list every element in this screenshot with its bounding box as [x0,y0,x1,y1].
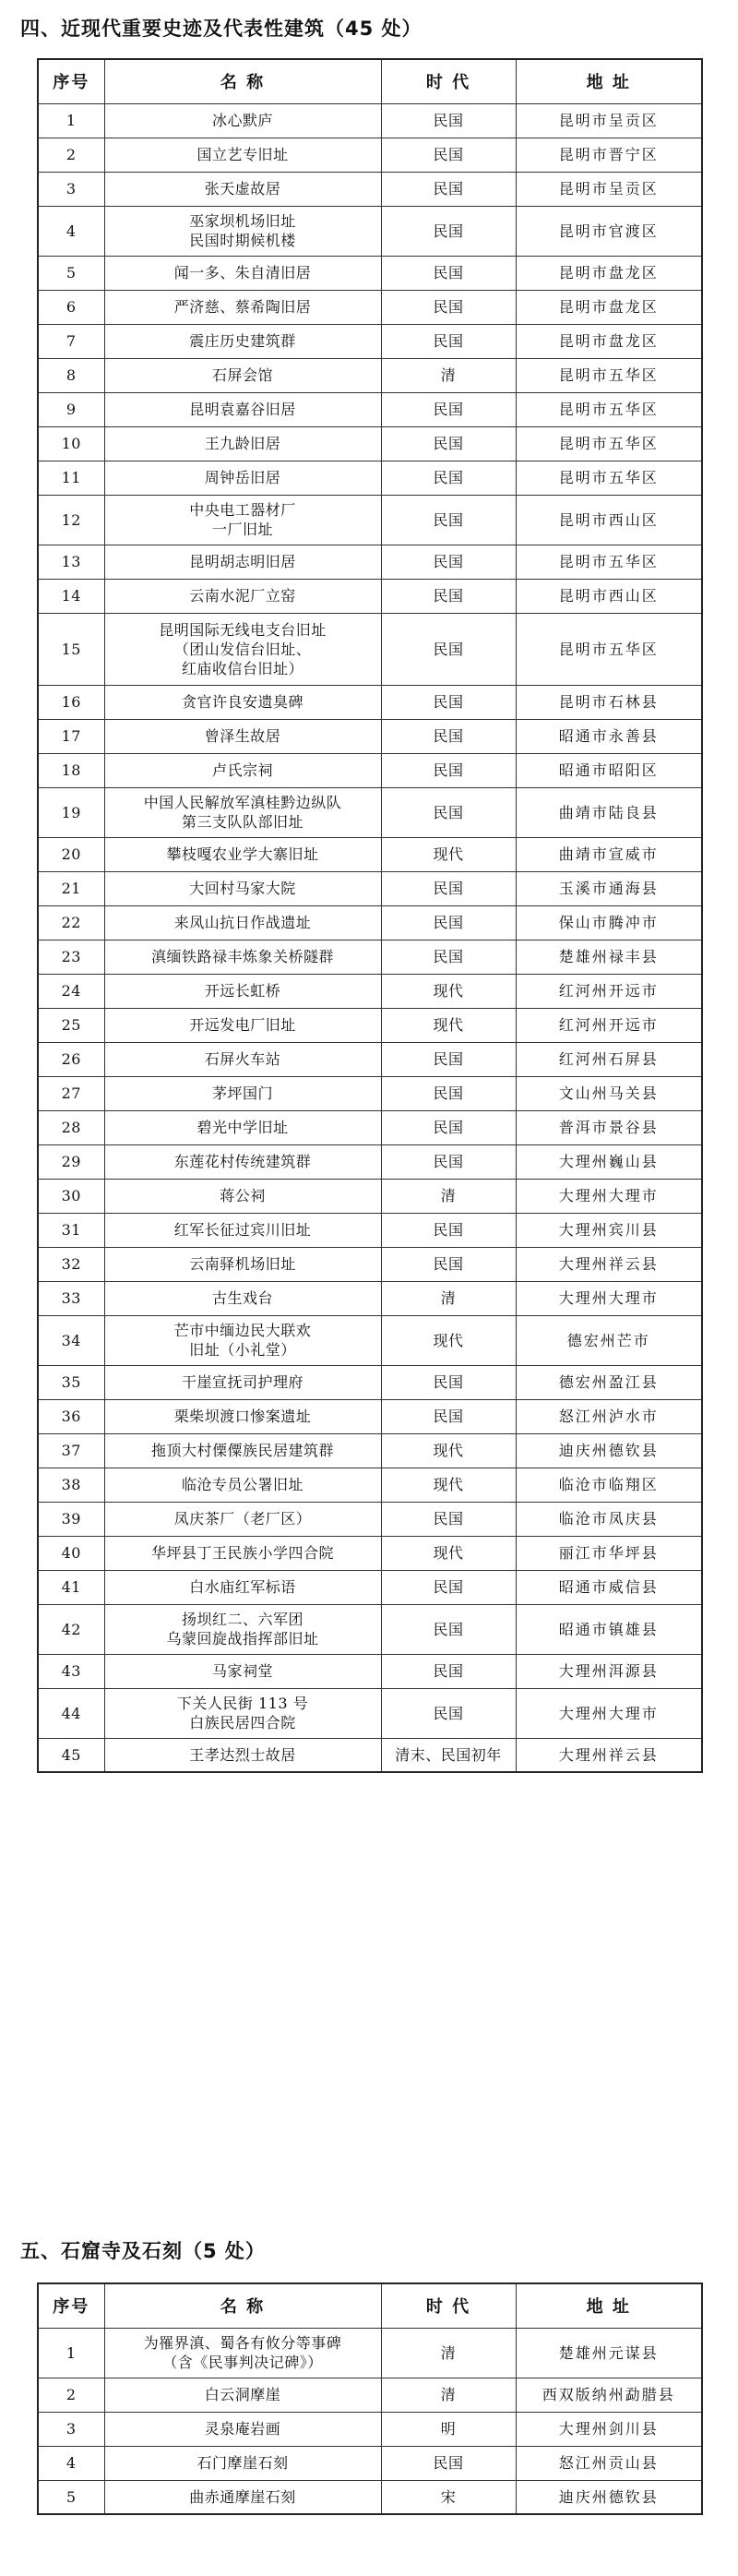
cell-address: 昆明市西山区 [516,495,702,545]
cell-no: 44 [38,1688,104,1738]
cell-name: 昆明国际无线电支台旧址 （团山发信台旧址、 红庙收信台旧址） [104,613,381,685]
cell-era: 民国 [381,613,516,685]
cell-no: 38 [38,1468,104,1502]
cell-era: 民国 [381,685,516,719]
cell-address: 怒江州贡山县 [516,2446,702,2480]
cell-no: 34 [38,1315,104,1365]
cell-name: 昆明袁嘉谷旧居 [104,392,381,426]
cell-name: 茅坪国门 [104,1076,381,1110]
cell-name: 凤庆茶厂（老厂区） [104,1502,381,1536]
table-row [38,753,702,787]
table-row [38,1468,702,1502]
cell-era: 民国 [381,871,516,905]
table-row [38,2446,702,2480]
cell-no: 11 [38,461,104,495]
cell-name: 云南驿机场旧址 [104,1247,381,1281]
cell-era: 民国 [381,1213,516,1247]
cell-era: 民国 [381,138,516,172]
table-row [38,256,702,290]
cell-era: 民国 [381,324,516,358]
cell-address: 昆明市五华区 [516,392,702,426]
cell-address: 玉溪市通海县 [516,871,702,905]
cell-no: 16 [38,685,104,719]
cell-era: 现代 [381,1536,516,1570]
cell-address: 红河州开远市 [516,974,702,1008]
cell-address: 迪庆州德钦县 [516,2480,702,2514]
cell-era: 民国 [381,719,516,753]
table-row [38,1502,702,1536]
cell-address: 临沧市临翔区 [516,1468,702,1502]
cell-name: 蒋公祠 [104,1179,381,1213]
section-5-title: 五、石窟寺及石刻（5 处） [20,2240,266,2262]
table-row [38,1213,702,1247]
cell-address: 昆明市呈贡区 [516,103,702,138]
cell-era: 清 [381,1179,516,1213]
cell-no: 1 [38,2328,104,2378]
cell-address: 丽江市华坪县 [516,1536,702,1570]
cell-name: 云南水泥厂立窑 [104,579,381,613]
cell-address: 昭通市永善县 [516,719,702,753]
table-row [38,1738,702,1772]
cell-address: 怒江州泸水市 [516,1399,702,1433]
cell-no: 41 [38,1570,104,1604]
section-4-title: 四、近现代重要史迹及代表性建筑（45 处） [20,18,423,40]
cell-address: 楚雄州元谋县 [516,2328,702,2378]
cell-address: 昆明市官渡区 [516,206,702,256]
cell-no: 32 [38,1247,104,1281]
cell-name: 曾泽生故居 [104,719,381,753]
cell-era: 民国 [381,495,516,545]
cell-no: 4 [38,2446,104,2480]
cell-name: 石屏会馆 [104,358,381,392]
table-row [38,1008,702,1042]
cell-name: 石门摩崖石刻 [104,2446,381,2480]
cell-no: 26 [38,1042,104,1076]
cell-no: 23 [38,940,104,974]
cell-era: 民国 [381,545,516,579]
cell-era: 民国 [381,1399,516,1433]
cell-name: 开远发电厂旧址 [104,1008,381,1042]
cell-era: 清 [381,358,516,392]
header-era: 时 代 [381,59,516,103]
cell-address: 曲靖市陆良县 [516,787,702,837]
cell-no: 4 [38,206,104,256]
header-name: 名 称 [104,2283,381,2328]
cell-era: 清 [381,2378,516,2412]
table-row [38,138,702,172]
cell-no: 37 [38,1433,104,1468]
cell-name: 严济慈、蔡希陶旧居 [104,290,381,324]
cell-era: 宋 [381,2480,516,2514]
cell-name: 张天虚故居 [104,172,381,206]
cell-name: 曲赤通摩崖石刻 [104,2480,381,2514]
cell-address: 昆明市五华区 [516,613,702,685]
cell-name: 东莲花村传统建筑群 [104,1144,381,1179]
table-row [38,324,702,358]
cell-address: 昆明市五华区 [516,358,702,392]
cell-address: 楚雄州禄丰县 [516,940,702,974]
table-row [38,495,702,545]
table-row [38,1247,702,1281]
cell-address: 大理州祥云县 [516,1738,702,1772]
cell-era: 民国 [381,579,516,613]
cell-address: 大理州大理市 [516,1688,702,1738]
cell-era: 民国 [381,461,516,495]
cell-address: 西双版纳州勐腊县 [516,2378,702,2412]
cell-no: 36 [38,1399,104,1433]
cell-no: 45 [38,1738,104,1772]
table-row [38,787,702,837]
cell-address: 保山市腾冲市 [516,905,702,940]
cell-no: 5 [38,256,104,290]
cell-era: 民国 [381,1570,516,1604]
cell-no: 6 [38,290,104,324]
cell-era: 民国 [381,1365,516,1399]
cell-era: 民国 [381,290,516,324]
cell-no: 30 [38,1179,104,1213]
cell-no: 5 [38,2480,104,2514]
cell-era: 民国 [381,103,516,138]
cell-era: 民国 [381,1042,516,1076]
table-row [38,2412,702,2446]
cell-no: 2 [38,2378,104,2412]
cell-address: 昭通市威信县 [516,1570,702,1604]
cell-no: 7 [38,324,104,358]
cell-name: 石屏火车站 [104,1042,381,1076]
table-row [38,613,702,685]
cell-era: 民国 [381,905,516,940]
cell-no: 3 [38,2412,104,2446]
table-row [38,1688,702,1738]
table-row [38,579,702,613]
cell-address: 大理州巍山县 [516,1144,702,1179]
cell-no: 17 [38,719,104,753]
cell-name: 滇缅铁路禄丰炼象关桥隧群 [104,940,381,974]
table-row [38,1433,702,1468]
cell-no: 42 [38,1604,104,1654]
cell-address: 迪庆州德钦县 [516,1433,702,1468]
cell-name: 国立艺专旧址 [104,138,381,172]
cell-name: 为罹界滇、蜀各有攸分等事碑 （含《民事判决记碑》） [104,2328,381,2378]
cell-era: 现代 [381,974,516,1008]
cell-address: 文山州马关县 [516,1076,702,1110]
cell-name: 扬坝红二、六军团 乌蒙回旋战指挥部旧址 [104,1604,381,1654]
cell-name: 栗柴坝渡口惨案遗址 [104,1399,381,1433]
table-row [38,103,702,138]
cell-era: 民国 [381,392,516,426]
cell-address: 德宏州芒市 [516,1315,702,1365]
cell-era: 民国 [381,1247,516,1281]
cell-no: 31 [38,1213,104,1247]
cell-address: 曲靖市宣威市 [516,837,702,871]
cell-address: 昭通市镇雄县 [516,1604,702,1654]
cell-name: 中国人民解放军滇桂黔边纵队 第三支队队部旧址 [104,787,381,837]
table-row [38,1399,702,1433]
cell-address: 大理州剑川县 [516,2412,702,2446]
cell-era: 民国 [381,1604,516,1654]
cell-name: 闻一多、朱自清旧居 [104,256,381,290]
cell-address: 临沧市凤庆县 [516,1502,702,1536]
table-row [38,461,702,495]
cell-name: 干崖宣抚司护理府 [104,1365,381,1399]
cell-no: 14 [38,579,104,613]
cell-no: 29 [38,1144,104,1179]
table-row [38,172,702,206]
table-header-row [38,2283,702,2328]
cell-no: 25 [38,1008,104,1042]
cell-name: 王孝达烈士故居 [104,1738,381,1772]
table-row [38,685,702,719]
cell-era: 现代 [381,1433,516,1468]
cell-address: 昆明市石林县 [516,685,702,719]
table-row [38,837,702,871]
cell-address: 昆明市五华区 [516,461,702,495]
cell-no: 2 [38,138,104,172]
cell-no: 20 [38,837,104,871]
cell-name: 攀枝嘎农业学大寨旧址 [104,837,381,871]
cell-address: 红河州开远市 [516,1008,702,1042]
cell-no: 21 [38,871,104,905]
cell-era: 民国 [381,206,516,256]
cell-era: 明 [381,2412,516,2446]
cell-address: 大理州大理市 [516,1179,702,1213]
cell-no: 22 [38,905,104,940]
cell-no: 39 [38,1502,104,1536]
header-no: 序号 [38,59,104,103]
cell-name: 拖顶大村傈僳族民居建筑群 [104,1433,381,1468]
cell-address: 大理州洱源县 [516,1654,702,1688]
cell-no: 35 [38,1365,104,1399]
cell-address: 昭通市昭阳区 [516,753,702,787]
cell-address: 红河州石屏县 [516,1042,702,1076]
cell-era: 现代 [381,1315,516,1365]
cell-name: 白水庙红军标语 [104,1570,381,1604]
cell-name: 马家祠堂 [104,1654,381,1688]
historic-sites-table [37,58,703,1773]
cell-name: 大回村马家大院 [104,871,381,905]
cell-name: 碧光中学旧址 [104,1110,381,1144]
cell-name: 临沧专员公署旧址 [104,1468,381,1502]
table-row [38,1604,702,1654]
cell-address: 昆明市五华区 [516,545,702,579]
cell-no: 43 [38,1654,104,1688]
cell-address: 普洱市景谷县 [516,1110,702,1144]
cell-no: 13 [38,545,104,579]
cell-era: 现代 [381,1468,516,1502]
cell-name: 昆明胡志明旧居 [104,545,381,579]
table-row [38,545,702,579]
cell-no: 15 [38,613,104,685]
table-row [38,1144,702,1179]
cell-name: 震庄历史建筑群 [104,324,381,358]
cell-address: 昆明市盘龙区 [516,256,702,290]
cell-era: 现代 [381,1008,516,1042]
cell-address: 昆明市呈贡区 [516,172,702,206]
table-row [38,358,702,392]
cell-era: 清末、民国初年 [381,1738,516,1772]
cell-address: 大理州宾川县 [516,1213,702,1247]
cell-no: 8 [38,358,104,392]
cell-no: 40 [38,1536,104,1570]
cell-name: 下关人民街 113 号 白族民居四合院 [104,1688,381,1738]
cell-era: 民国 [381,172,516,206]
table-row [38,940,702,974]
table-row [38,2480,702,2514]
table-row [38,974,702,1008]
table-row [38,905,702,940]
table-row [38,290,702,324]
cell-era: 民国 [381,1144,516,1179]
cell-era: 民国 [381,787,516,837]
cell-name: 冰心默庐 [104,103,381,138]
table-row [38,206,702,256]
table-header-row [38,59,702,103]
table-row [38,2328,702,2378]
cell-era: 民国 [381,256,516,290]
cell-no: 19 [38,787,104,837]
cell-no: 10 [38,426,104,461]
stone-carvings-table [37,2282,703,2515]
cell-name: 红军长征过宾川旧址 [104,1213,381,1247]
table-row [38,719,702,753]
table-row [38,1179,702,1213]
cell-name: 开远长虹桥 [104,974,381,1008]
cell-name: 王九龄旧居 [104,426,381,461]
cell-no: 28 [38,1110,104,1144]
table-row [38,426,702,461]
table-row [38,1536,702,1570]
header-address: 地 址 [516,59,702,103]
cell-name: 华坪县丁王民族小学四合院 [104,1536,381,1570]
table-row [38,1315,702,1365]
cell-era: 民国 [381,426,516,461]
cell-no: 18 [38,753,104,787]
cell-name: 白云洞摩崖 [104,2378,381,2412]
cell-era: 现代 [381,837,516,871]
header-name: 名 称 [104,59,381,103]
table-row [38,871,702,905]
table-row [38,2378,702,2412]
cell-address: 大理州祥云县 [516,1247,702,1281]
table-row [38,1281,702,1315]
cell-address: 昆明市盘龙区 [516,290,702,324]
cell-era: 民国 [381,1110,516,1144]
table-row [38,1365,702,1399]
cell-era: 民国 [381,1654,516,1688]
table-row [38,392,702,426]
cell-no: 1 [38,103,104,138]
cell-no: 33 [38,1281,104,1315]
cell-name: 中央电工器材厂 一厂旧址 [104,495,381,545]
header-no: 序号 [38,2283,104,2328]
table-row [38,1570,702,1604]
cell-era: 民国 [381,2446,516,2480]
cell-name: 芒市中缅边民大联欢 旧址（小礼堂） [104,1315,381,1365]
table-row [38,1042,702,1076]
cell-era: 民国 [381,753,516,787]
cell-name: 灵泉庵岩画 [104,2412,381,2446]
cell-no: 3 [38,172,104,206]
cell-era: 民国 [381,940,516,974]
cell-era: 民国 [381,1502,516,1536]
cell-address: 大理州大理市 [516,1281,702,1315]
table-row [38,1110,702,1144]
cell-address: 昆明市西山区 [516,579,702,613]
cell-address: 昆明市盘龙区 [516,324,702,358]
header-era: 时 代 [381,2283,516,2328]
cell-name: 周钟岳旧居 [104,461,381,495]
cell-era: 清 [381,2328,516,2378]
table-row [38,1076,702,1110]
cell-name: 卢氏宗祠 [104,753,381,787]
cell-name: 来凤山抗日作战遗址 [104,905,381,940]
cell-no: 27 [38,1076,104,1110]
cell-address: 德宏州盈江县 [516,1365,702,1399]
cell-no: 12 [38,495,104,545]
cell-address: 昆明市五华区 [516,426,702,461]
cell-name: 贪官许良安遗臭碑 [104,685,381,719]
cell-no: 24 [38,974,104,1008]
cell-era: 民国 [381,1688,516,1738]
cell-era: 民国 [381,1076,516,1110]
cell-address: 昆明市晋宁区 [516,138,702,172]
cell-name: 巫家坝机场旧址 民国时期候机楼 [104,206,381,256]
header-address: 地 址 [516,2283,702,2328]
cell-name: 古生戏台 [104,1281,381,1315]
table-row [38,1654,702,1688]
cell-era: 清 [381,1281,516,1315]
cell-no: 9 [38,392,104,426]
